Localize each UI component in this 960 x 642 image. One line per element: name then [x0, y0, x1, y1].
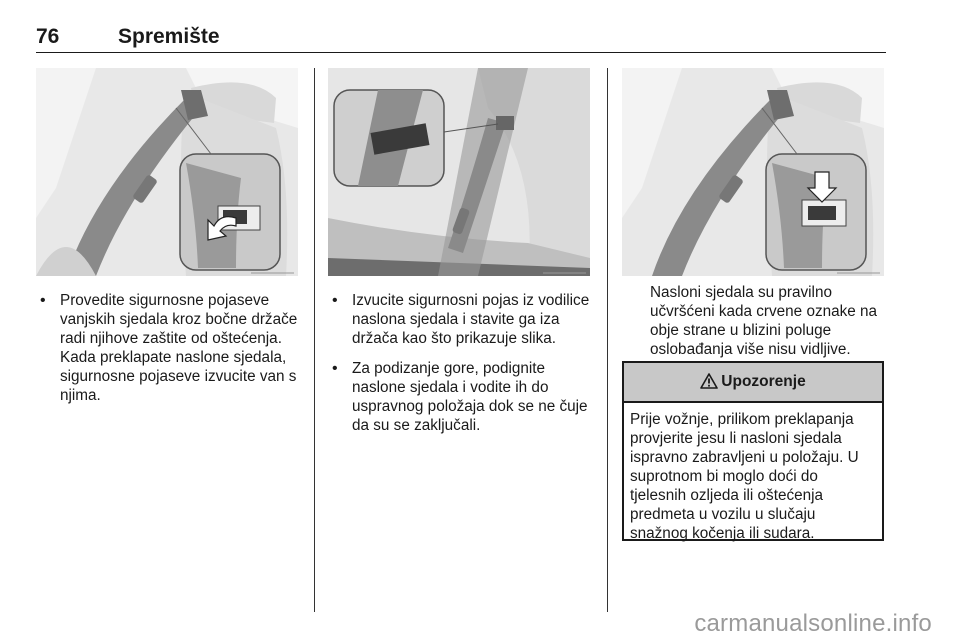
warning-title: Upozorenje	[721, 373, 806, 390]
page-title: Spremište	[118, 25, 220, 48]
warning-triangle-icon	[700, 373, 718, 394]
column2-list	[328, 291, 593, 446]
warning-header	[624, 363, 882, 403]
list-item: • Izvucite sigurnosni pojas iz vodilice naslona sjedala i stavite ga iza držača kao što prikazuje slika.	[328, 291, 593, 348]
figure-red-markers	[622, 68, 884, 276]
warning-box	[622, 361, 884, 541]
list-item: • Za podizanje gore, podignite naslone sjedala i vodite ih do uspravnog položaja dok se ne čuje da su se zaključali.	[328, 359, 593, 435]
figure-belt-behind-holder	[328, 68, 590, 276]
column3-paragraph: Nasloni sjedala su pravilno učvršćeni kada crvene oznake na obje strane u blizini poluge oslobađanja više nisu vidljive.	[650, 284, 878, 358]
watermark: carmanualsonline.info	[694, 610, 932, 637]
page-header	[36, 22, 886, 53]
page-number: 76	[36, 25, 60, 48]
figure-seatbelt-guide	[36, 68, 298, 276]
column1-list	[36, 291, 298, 416]
column-divider-2	[607, 68, 608, 612]
list-item: • Provedite sigurnosne pojaseve vanjskih sjedala kroz bočne držače radi njihove zaštite od oštećenja. Kada preklapate naslone sjedala, sigurnosne pojaseve izvucite van s njima.	[36, 291, 298, 405]
column-divider-1	[314, 68, 315, 612]
warning-text: Prije vožnje, prilikom preklapanja provjerite jesu li nasloni sjedala ispravno zabravljeni u položaju. U suprotnom bi moglo doći do tjelesnih ozljeda ili oštećenja predmeta u vozilu u slučaju snažnog kočenja ili sudara.	[630, 411, 859, 542]
